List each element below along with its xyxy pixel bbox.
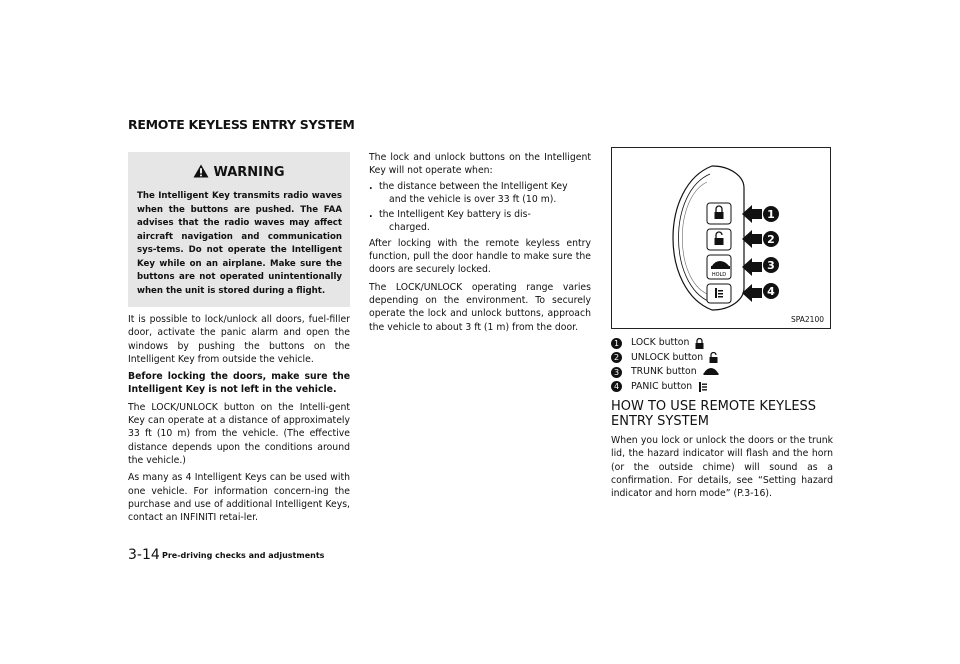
legend-item-trunk: [611, 365, 719, 380]
bullet-distance-line2: and the vehicle is over 33 ft (10 m).: [389, 193, 557, 205]
bullet-distance-line1: the distance between the Intelligent Key: [379, 180, 568, 192]
column-1: [128, 313, 350, 528]
warning-box: [128, 152, 350, 307]
warning-title: WARNING: [213, 165, 285, 180]
bullet-battery-line1: the Intelligent Key battery is dis-: [379, 209, 531, 221]
callout-2: [763, 231, 779, 247]
svg-text:4: 4: [767, 285, 775, 298]
callout-1: [763, 206, 779, 222]
legend-item-panic: [611, 380, 719, 395]
legend-item-unlock: [611, 351, 719, 366]
legend-number: 2: [611, 352, 622, 363]
column-3: [611, 434, 833, 504]
intro-paragraph: It is possible to lock/unlock all doors, fuel-filler door, activate the panic alarm and open the windows by pushing the buttons on the Intelligent Key from outside the vehicle.: [128, 314, 350, 365]
legend-number: 4: [611, 381, 622, 392]
lock-icon: [695, 338, 704, 349]
figure-id: SPA2100: [790, 315, 824, 324]
legend-item-lock: [611, 336, 719, 351]
legend-label: UNLOCK button: [631, 351, 704, 363]
legend-label: LOCK button: [631, 337, 690, 348]
additional-keys-paragraph: As many as 4 Intelligent Keys can be used with one vehicle. For information concern-ing the purchase and use of additional Intelligent Keys, contact an INFINITI retai-ler.: [128, 472, 350, 524]
svg-text:1: 1: [767, 208, 775, 221]
chapter-title: Pre-driving checks and adjustments: [162, 551, 325, 560]
intelligent-key-illustration: [612, 148, 830, 328]
bullet-distance: [369, 180, 591, 207]
locking-check-paragraph: After locking with the remote keyless entry function, pull the door handle to make sure the doors are securely locked.: [369, 237, 591, 276]
hold-label: HOLD: [711, 272, 727, 278]
unlock-icon: [709, 352, 718, 363]
legend-label: TRUNK button: [631, 366, 697, 377]
trunk-icon: [703, 367, 719, 377]
callout-4: [763, 283, 779, 299]
bullet-battery: [369, 208, 591, 235]
key-figure: [611, 147, 831, 329]
bullet-marker: .: [369, 180, 373, 192]
operating-range-paragraph: The LOCK/UNLOCK operating range varies depending on the environment. To securely operate the lock and unlock buttons, approach the vehicle to about 3 ft (1 m) from the door.: [369, 281, 591, 333]
how-to-heading: HOW TO USE REMOTE KEYLESS ENTRY SYSTEM: [611, 399, 817, 429]
legend-number: 3: [611, 367, 622, 378]
button-legend: [611, 336, 719, 394]
warning-triangle-icon: [193, 164, 209, 178]
legend-number: 1: [611, 338, 622, 349]
warning-text: The Intelligent Key transmits radio waves when the buttons are pushed. The FAA advises that the radio waves may affect aircraft navigation and communication sys-tems. Do not operate the Intelligent Key while on an airplane. Make sure the buttons are not operated unintentionally when the unit is stored during a flight.: [137, 191, 342, 296]
column-2: [369, 151, 591, 338]
callout-3: [763, 257, 779, 273]
warning-heading: [128, 164, 350, 180]
bullet-battery-line2: charged.: [389, 222, 430, 234]
bullet-marker: .: [369, 209, 373, 221]
confirmation-paragraph: When you lock or unlock the doors or the trunk lid, the hazard indicator will flash and the horn (or the outside chime) will sound as a confirmation. For details, see “Setting hazard indicator and horn mode” (P.3-16).: [611, 435, 833, 500]
svg-text:2: 2: [767, 233, 775, 246]
bold-caution-paragraph: Before locking the doors, make sure the Intelligent Key is not left in the vehicle.: [128, 371, 350, 396]
panic-icon: [698, 382, 708, 392]
page-number: 3-14: [128, 547, 160, 563]
conditions-intro: The lock and unlock buttons on the Intelligent Key will not operate when:: [369, 152, 591, 177]
legend-label: PANIC button: [631, 380, 693, 392]
svg-text:3: 3: [767, 259, 775, 272]
range-paragraph: The LOCK/UNLOCK button on the Intelli-gent Key can operate at a distance of approximately 33 ft (10 m) from the vehicle. (The effective distance depends upon the conditions around the vehicle.): [128, 401, 350, 466]
section-title: REMOTE KEYLESS ENTRY SYSTEM: [128, 117, 355, 132]
